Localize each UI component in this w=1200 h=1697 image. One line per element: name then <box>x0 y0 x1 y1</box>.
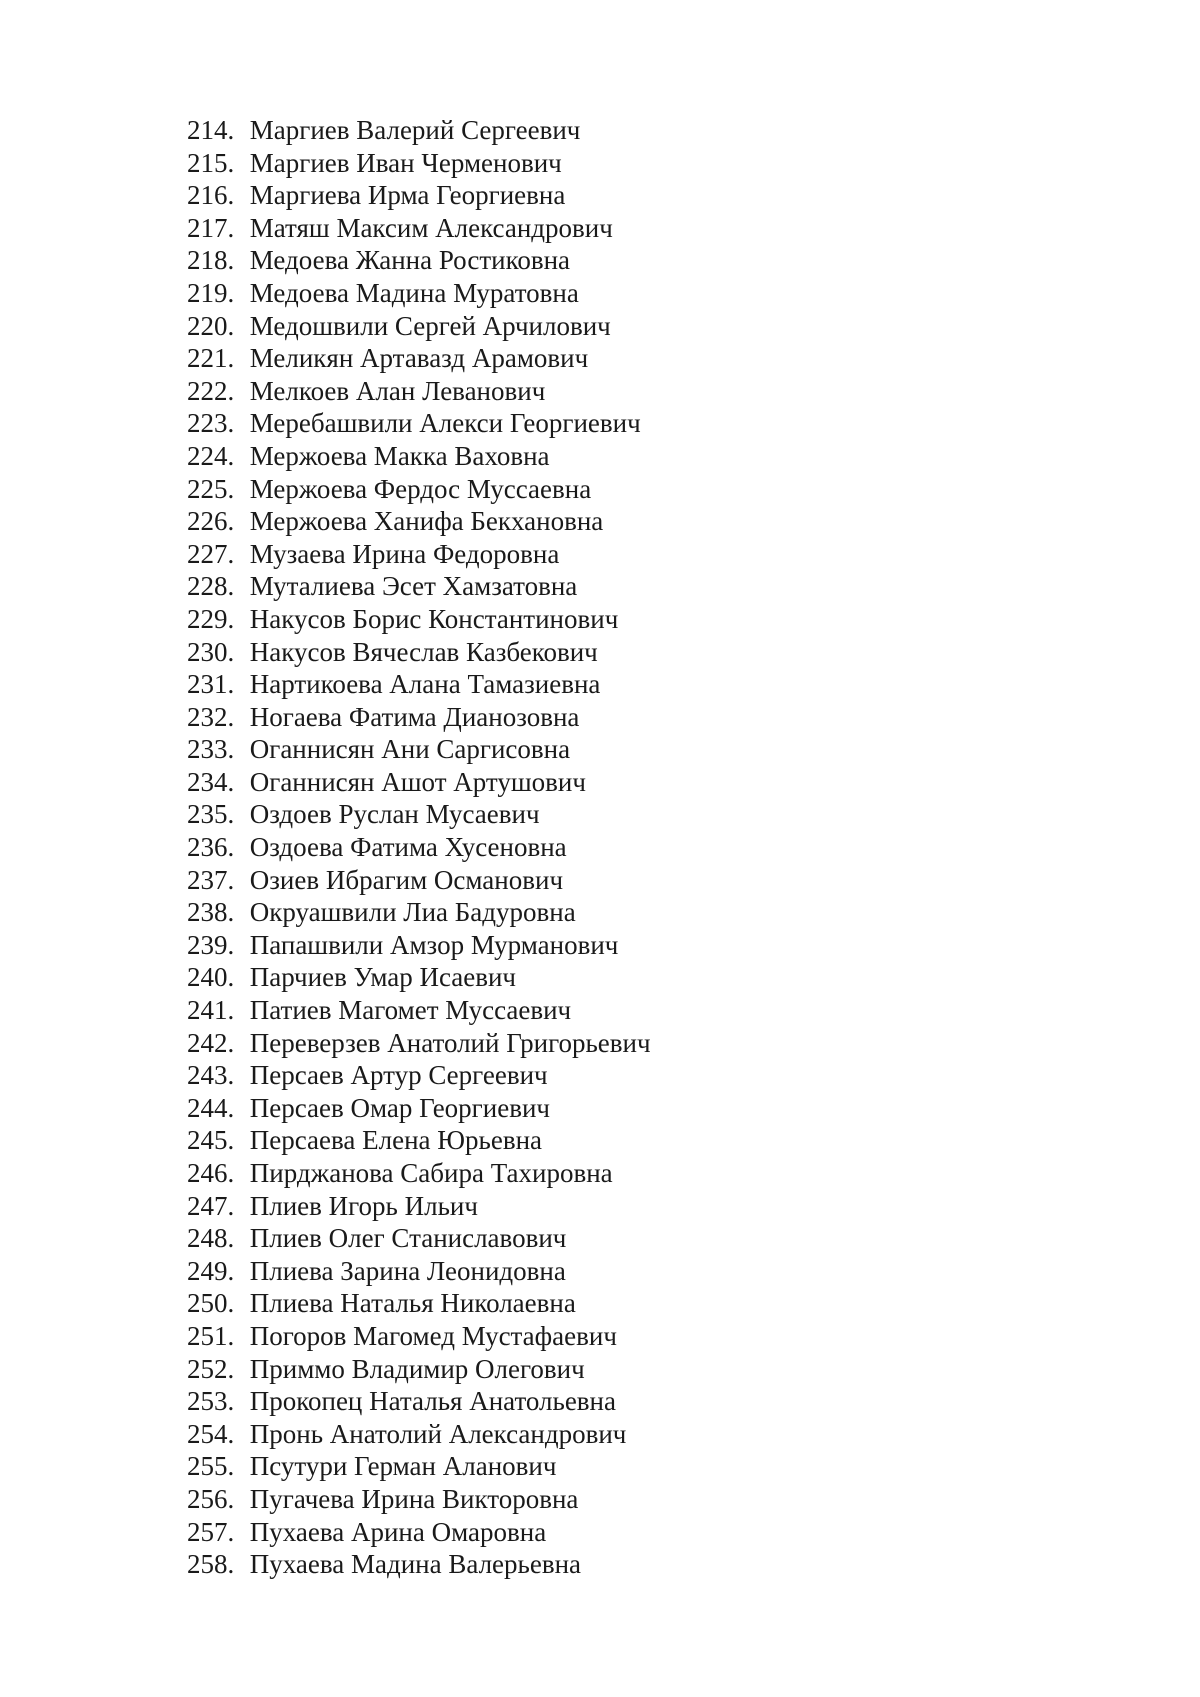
list-item <box>187 244 651 277</box>
item-number: 218. <box>187 245 235 276</box>
item-number: 258. <box>187 1549 235 1580</box>
item-number: 220. <box>187 310 235 341</box>
item-name: Плиев Игорь Ильич <box>249 1190 478 1221</box>
list-item <box>187 603 651 636</box>
item-name: Маргиев Иван Черменович <box>249 147 562 178</box>
item-number: 215. <box>187 147 235 178</box>
list-item <box>187 1483 651 1516</box>
item-number: 257. <box>187 1516 235 1547</box>
item-name: Парчиев Умар Исаевич <box>249 962 517 993</box>
item-name: Медоева Мадина Муратовна <box>249 277 579 308</box>
item-name: Плиева Зарина Леонидовна <box>249 1255 566 1286</box>
list-item <box>187 1385 651 1418</box>
item-number: 250. <box>187 1288 235 1319</box>
item-name: Оганнисян Ани Саргисовна <box>249 734 571 765</box>
list-item <box>187 636 651 669</box>
list-item <box>187 310 651 343</box>
item-name: Меликян Артавазд Арамович <box>249 343 589 374</box>
item-name: Оздоева Фатима Хусеновна <box>249 832 567 863</box>
item-name: Погоров Магомед Мустафаевич <box>249 1320 617 1351</box>
item-number: 223. <box>187 408 235 439</box>
item-name: Накусов Борис Константинович <box>249 603 619 634</box>
item-name: Пухаева Мадина Валерьевна <box>249 1549 582 1580</box>
item-name: Прокопец Наталья Анатольевна <box>249 1386 616 1417</box>
list-item <box>187 994 651 1027</box>
item-number: 235. <box>187 799 235 830</box>
item-name: Персаев Артур Сергеевич <box>249 1060 548 1091</box>
item-name: Пронь Анатолий Александрович <box>249 1418 627 1449</box>
list-item <box>187 896 651 929</box>
item-number: 249. <box>187 1255 235 1286</box>
item-name: Псутури Герман Аланович <box>249 1451 557 1482</box>
item-number: 234. <box>187 766 235 797</box>
list-item <box>187 538 651 571</box>
item-name: Переверзев Анатолий Григорьевич <box>249 1027 651 1058</box>
list-item <box>187 929 651 962</box>
item-number: 255. <box>187 1451 235 1482</box>
list-item <box>187 114 651 147</box>
list-item <box>187 1516 651 1549</box>
list-item <box>187 1320 651 1353</box>
item-name: Приммо Владимир Олегович <box>249 1353 585 1384</box>
item-name: Медошвили Сергей Арчилович <box>249 310 611 341</box>
item-number: 214. <box>187 115 235 145</box>
item-number: 222. <box>187 375 235 406</box>
item-number: 243. <box>187 1060 235 1091</box>
list-item <box>187 179 651 212</box>
item-name: Плиева Наталья Николаевна <box>249 1288 576 1319</box>
item-name: Ногаева Фатима Дианозовна <box>249 701 580 732</box>
item-name: Плиев Олег Станиславович <box>249 1223 567 1254</box>
item-name: Накусов Вячеслав Казбекович <box>249 636 598 667</box>
list-item <box>187 473 651 506</box>
item-name: Персаев Омар Георгиевич <box>249 1092 550 1123</box>
list-item <box>187 1548 651 1581</box>
item-number: 224. <box>187 440 235 471</box>
list-item <box>187 505 651 538</box>
item-number: 245. <box>187 1125 235 1156</box>
item-name: Медоева Жанна Ростиковна <box>249 245 571 276</box>
item-name: Матяш Максим Александрович <box>249 212 613 243</box>
item-number: 236. <box>187 832 235 863</box>
list-item <box>187 1255 651 1288</box>
list-item <box>187 1124 651 1157</box>
list-item <box>187 342 651 375</box>
item-number: 231. <box>187 669 235 700</box>
item-name: Маргиева Ирма Георгиевна <box>249 180 566 211</box>
item-name: Оздоев Руслан Мусаевич <box>249 799 540 830</box>
list-item <box>187 277 651 310</box>
name-list <box>187 114 651 1581</box>
item-number: 254. <box>187 1418 235 1449</box>
list-item <box>187 1287 651 1320</box>
item-name: Пугачева Ирина Викторовна <box>249 1483 579 1514</box>
list-item <box>187 440 651 473</box>
item-number: 252. <box>187 1353 235 1384</box>
list-item <box>187 668 651 701</box>
item-number: 238. <box>187 897 235 928</box>
item-name: Мержоева Фердос Муссаевна <box>249 473 592 504</box>
list-item <box>187 147 651 180</box>
item-number: 230. <box>187 636 235 667</box>
list-item <box>187 733 651 766</box>
list-item <box>187 1092 651 1125</box>
item-name: Мержоева Макка Ваховна <box>249 440 550 471</box>
item-name: Оганнисян Ашот Артушович <box>249 766 586 797</box>
item-number: 246. <box>187 1158 235 1188</box>
item-number: 256. <box>187 1483 235 1514</box>
item-name: Пирджанова Сабира Тахировна <box>249 1158 613 1188</box>
item-number: 248. <box>187 1223 235 1254</box>
item-name: Меребашвили Алекси Георгиевич <box>249 408 641 439</box>
item-number: 229. <box>187 603 235 634</box>
item-name: Патиев Магомет Муссаевич <box>249 995 572 1026</box>
item-number: 217. <box>187 212 235 243</box>
list-item <box>187 766 651 799</box>
item-number: 240. <box>187 962 235 993</box>
item-number: 239. <box>187 929 235 960</box>
item-number: 253. <box>187 1386 235 1417</box>
item-number: 241. <box>187 995 235 1026</box>
item-name: Пухаева Арина Омаровна <box>249 1516 547 1547</box>
list-item <box>187 961 651 994</box>
item-name: Маргиев Валерий Сергеевич <box>249 115 581 145</box>
list-item <box>187 1222 651 1255</box>
item-name: Окруашвили Лиа Бадуровна <box>249 897 576 928</box>
list-item <box>187 864 651 897</box>
list-item <box>187 1353 651 1386</box>
item-number: 232. <box>187 701 235 732</box>
item-name: Папашвили Амзор Мурманович <box>249 929 619 960</box>
item-number: 219. <box>187 277 235 308</box>
item-number: 242. <box>187 1027 235 1058</box>
list-item <box>187 798 651 831</box>
item-name: Мержоева Ханифа Бекхановна <box>249 506 604 537</box>
item-number: 233. <box>187 734 235 765</box>
list-item <box>187 570 651 603</box>
list-item <box>187 701 651 734</box>
item-name: Озиев Ибрагим Османович <box>249 864 564 895</box>
list-item <box>187 212 651 245</box>
item-number: 237. <box>187 864 235 895</box>
item-name: Мелкоев Алан Леванович <box>249 375 546 406</box>
list-item <box>187 1418 651 1451</box>
list-item <box>187 831 651 864</box>
item-name: Персаева Елена Юрьевна <box>249 1125 543 1156</box>
list-item <box>187 1059 651 1092</box>
item-number: 247. <box>187 1190 235 1221</box>
item-number: 225. <box>187 473 235 504</box>
item-name: Муталиева Эсет Хамзатовна <box>249 571 578 602</box>
item-name: Нартикоева Алана Тамазиевна <box>249 669 601 700</box>
item-number: 251. <box>187 1320 235 1351</box>
list-item <box>187 407 651 440</box>
item-number: 244. <box>187 1092 235 1123</box>
list-item <box>187 1190 651 1223</box>
list-item <box>187 375 651 408</box>
item-number: 221. <box>187 343 235 374</box>
item-number: 216. <box>187 180 235 211</box>
item-number: 226. <box>187 506 235 537</box>
list-item <box>187 1450 651 1483</box>
list-item <box>187 1157 651 1190</box>
item-number: 228. <box>187 571 235 602</box>
item-number: 227. <box>187 538 235 569</box>
list-item <box>187 1027 651 1060</box>
item-name: Музаева Ирина Федоровна <box>249 538 560 569</box>
